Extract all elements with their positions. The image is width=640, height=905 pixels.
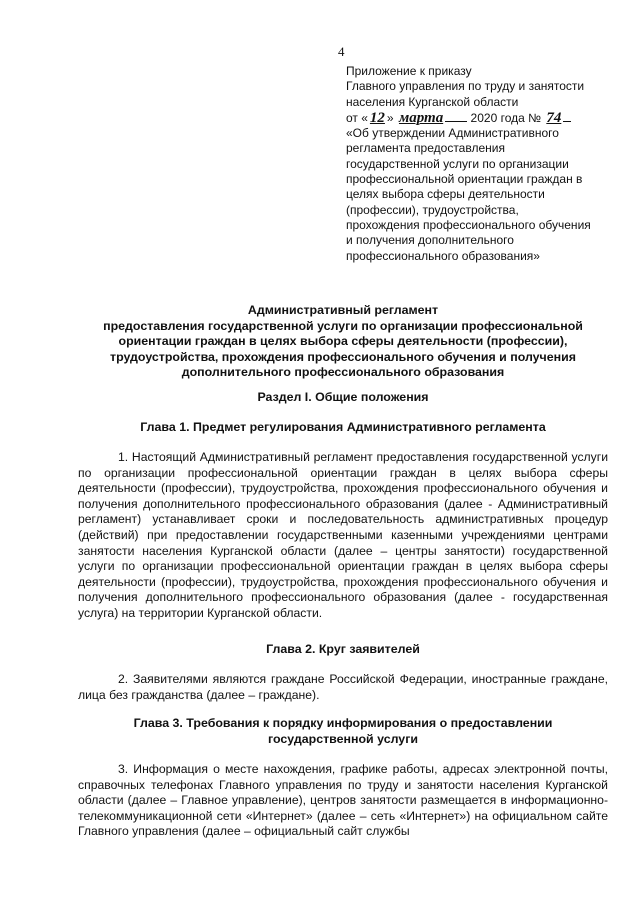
year-text: 2020 года № bbox=[470, 110, 541, 125]
subject-line: целях выбора сферы деятельности bbox=[346, 187, 545, 202]
title-line: Административный регламент bbox=[247, 303, 439, 317]
subject-line: профессиональной ориентации граждан в bbox=[346, 172, 583, 187]
chapter3-heading-line: государственной услуги bbox=[268, 731, 418, 746]
handwritten-number: 74 bbox=[546, 109, 562, 126]
chapter3-heading bbox=[78, 716, 608, 747]
order-date-line bbox=[346, 110, 616, 126]
blank-underline bbox=[445, 110, 467, 122]
blank-underline bbox=[563, 110, 571, 122]
chapter3-heading-line: Глава 3. Требования к порядку информирования о предоставлении bbox=[133, 716, 553, 730]
approval-line: Главного управления по труду и занятости bbox=[346, 79, 585, 94]
chapter1-heading: Глава 1. Предмет регулирования Административного регламента bbox=[140, 420, 546, 434]
approval-line: населения Курганской области bbox=[346, 94, 519, 109]
document-title bbox=[78, 303, 608, 381]
date-mid: » bbox=[386, 110, 394, 125]
title-line: трудоустройства, прохождения профессионального обучения и получения bbox=[110, 349, 576, 364]
chapter2-heading: Глава 2. Круг заявителей bbox=[266, 642, 420, 656]
page-number: 4 bbox=[338, 44, 345, 59]
subject-line: и получения дополнительного bbox=[346, 233, 514, 248]
title-line: предоставления государственной услуги по организации профессиональной bbox=[103, 318, 583, 333]
date-prefix: от « bbox=[346, 110, 368, 125]
subject-line: профессионального образования» bbox=[346, 248, 540, 263]
handwritten-month: марта bbox=[398, 109, 444, 126]
subject-line: прохождения профессионального обучения bbox=[346, 217, 591, 232]
title-line: дополнительного профессионального образования bbox=[181, 365, 505, 379]
paragraph-2: 2. Заявителями являются граждане Российской Федерации, иностранные граждане, лица без гражданства (далее – граждане). bbox=[78, 672, 608, 702]
section-heading: Раздел I. Общие положения bbox=[257, 390, 429, 404]
paragraph-3: 3. Информация о месте нахождения, графике работы, адресах электронной почты, справочных телефонах Главного управления по труду и занятости населения Курганской области (далее – Главное управление), центров занятости размещается в информационно-телекоммуникационной сети «Интернет» (далее – сеть «Интернет») на официальном сайте Главного управления (далее – официальный сайт службы bbox=[78, 762, 608, 839]
paragraph-1: 1. Настоящий Административный регламент предоставления государственной услуги по организации профессиональной ориентации граждан в целях выбора сферы деятельности (профессии), трудоустройства, прохождения профессионального обучения и получения дополнительного профессионального образования (далее - Административный регламент) устанавливает сроки и последовательность административных процедур (действий) при предоставлении государственными казенными учреждениями центрами занятости населения Курганской области (далее – центры занятости) государственной услуги по организации профессиональной ориентации граждан в целях выбора сферы деятельности (профессии), трудоустройства, прохождения профессионального обучения и получения дополнительного профессионального образования (далее - государственная услуга) на территории Курганской области. bbox=[78, 450, 608, 620]
subject-line: «Об утверждении Административного bbox=[346, 126, 559, 141]
title-line: ориентации граждан в целях выбора сферы деятельности (профессии), bbox=[118, 334, 568, 348]
subject-line: регламента предоставления bbox=[346, 141, 505, 156]
approval-line: Приложение к приказу bbox=[346, 64, 472, 78]
subject-line: (профессии), трудоустройства, bbox=[346, 202, 519, 217]
approval-block bbox=[346, 64, 616, 264]
handwritten-day: 12 bbox=[369, 109, 385, 126]
subject-line: государственной услуги по организации bbox=[346, 156, 569, 171]
